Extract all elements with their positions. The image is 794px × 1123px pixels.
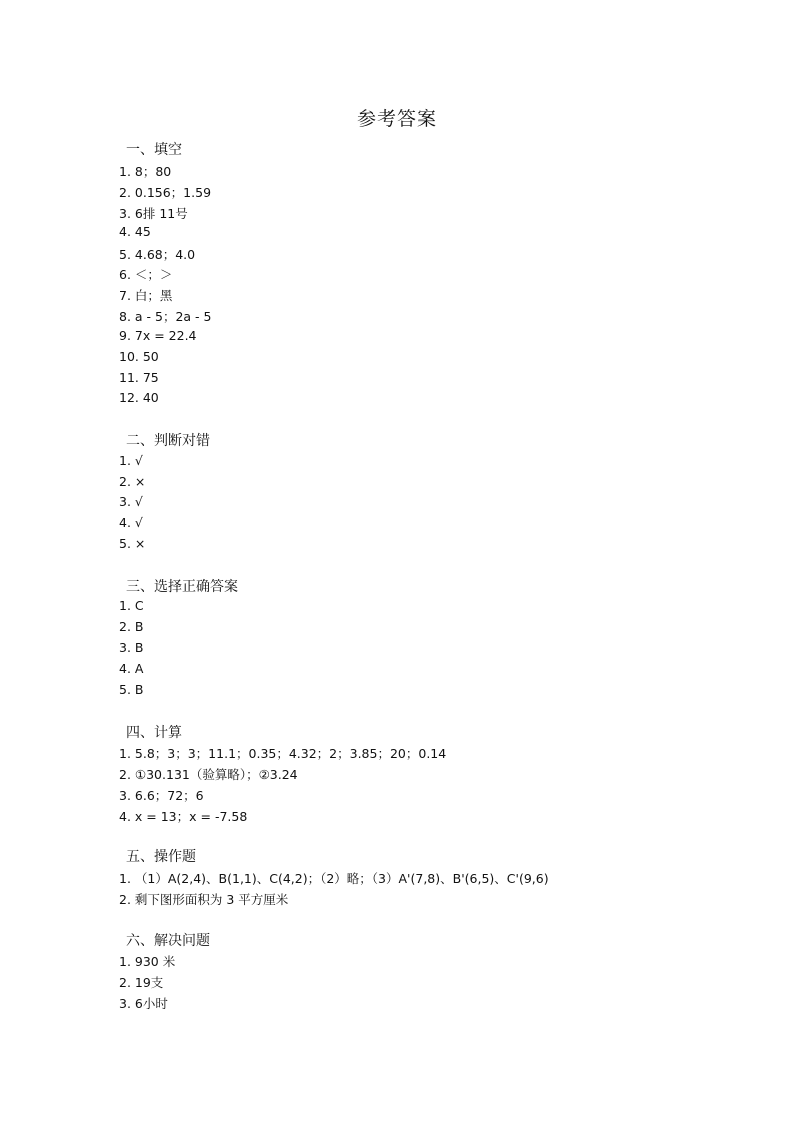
answer-item: 3. 6.6；72；6 bbox=[119, 788, 204, 803]
answer-item: 2. 剩下图形面积为 3 平方厘米 bbox=[119, 892, 289, 907]
answer-item: 12. 40 bbox=[119, 390, 159, 405]
section-heading-operation: 五、操作题 bbox=[126, 849, 196, 865]
answer-item: 2. × bbox=[119, 474, 146, 489]
page-title: 参考答案 bbox=[356, 108, 437, 130]
answer-item: 5. 4.68；4.0 bbox=[119, 247, 196, 262]
answer-item: 5. B bbox=[119, 682, 144, 697]
section-heading-problem-solving: 六、解决问题 bbox=[126, 933, 210, 949]
answer-item: 7. 白；黑 bbox=[119, 288, 173, 303]
answer-item: 6. ＜；＞ bbox=[119, 267, 173, 282]
answer-item: 1. 930 米 bbox=[119, 954, 176, 969]
answer-item: 8. a - 5；2a - 5 bbox=[119, 309, 212, 324]
answer-item: 3. 6排 11号 bbox=[119, 206, 188, 221]
answer-item: 4. x = 13；x = -7.58 bbox=[119, 809, 248, 824]
answer-item: 4. 45 bbox=[119, 224, 151, 239]
answer-item: 1. √ bbox=[119, 453, 143, 468]
answer-item: 2. 0.156；1.59 bbox=[119, 185, 212, 200]
answer-item: 1. 5.8；3；3；11.1；0.35；4.32；2；3.85；20；0.14 bbox=[119, 746, 447, 761]
answer-item: 1. （1）A(2,4)、B(1,1)、C(4,2)；（2）略；（3）A'(7,8)、B'(6,5)、C'(9,6) bbox=[119, 871, 549, 886]
section-heading-multiple-choice: 三、选择正确答案 bbox=[126, 579, 238, 595]
answer-item: 1. 8；80 bbox=[119, 164, 172, 179]
section-heading-fill-blank: 一、填空 bbox=[126, 142, 182, 158]
section-heading-calculation: 四、计算 bbox=[126, 725, 182, 741]
answer-item: 4. A bbox=[119, 661, 144, 676]
answer-item: 11. 75 bbox=[119, 370, 159, 385]
answer-item: 3. B bbox=[119, 640, 144, 655]
answer-item: 2. 19支 bbox=[119, 975, 164, 990]
answer-item: 4. √ bbox=[119, 515, 143, 530]
answer-item: 3. 6小时 bbox=[119, 996, 168, 1011]
answer-item: 10. 50 bbox=[119, 349, 159, 364]
answer-item: 2. ①30.131（验算略）；②3.24 bbox=[119, 767, 298, 782]
answer-item: 3. √ bbox=[119, 494, 143, 509]
answer-item: 5. × bbox=[119, 536, 146, 551]
answer-item: 9. 7x = 22.4 bbox=[119, 328, 197, 343]
answer-item: 1. C bbox=[119, 598, 144, 613]
section-heading-true-false: 二、判断对错 bbox=[126, 433, 210, 449]
answer-item: 2. B bbox=[119, 619, 144, 634]
